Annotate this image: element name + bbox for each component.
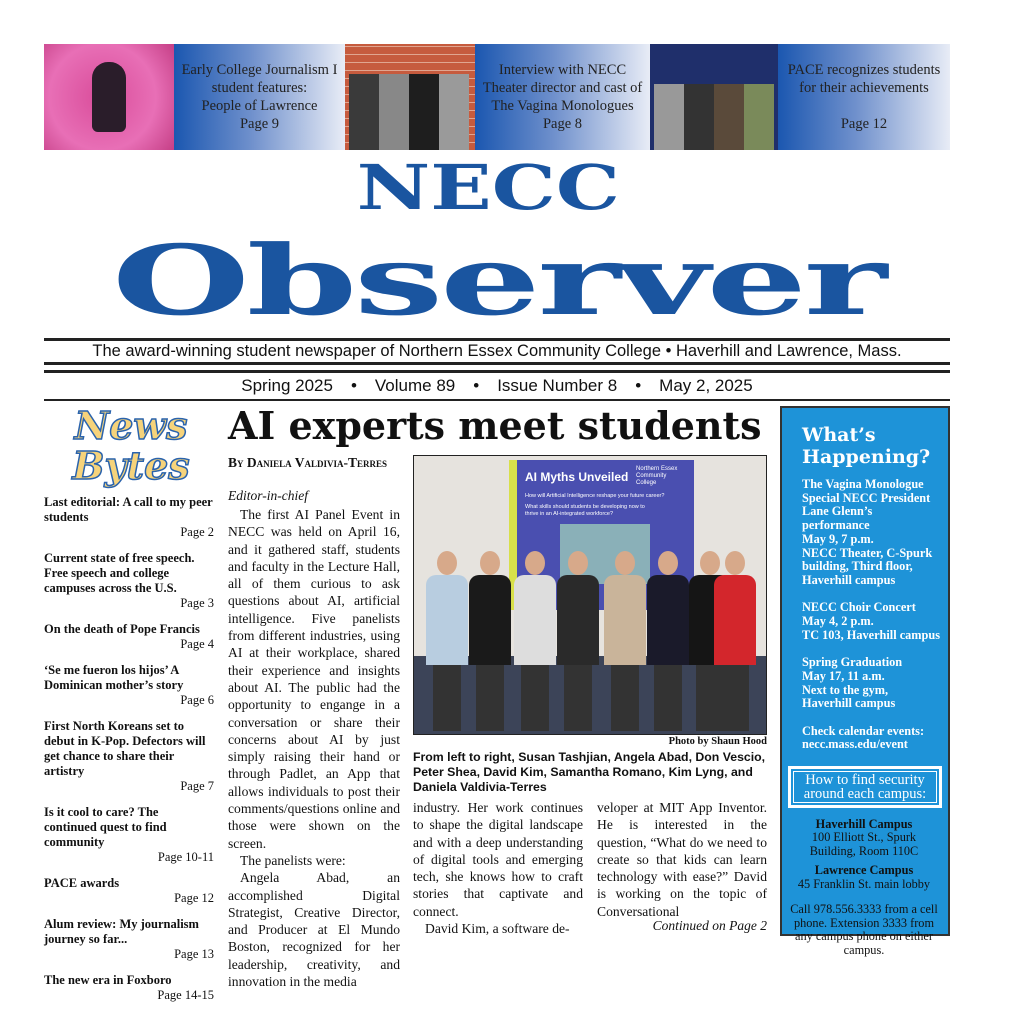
news-bytes-page: Page 12: [174, 891, 214, 905]
teaser-line: Theater director and cast of: [482, 80, 643, 96]
event-line: TC 103, Haverhill campus: [802, 627, 941, 642]
news-bytes-item[interactable]: [44, 551, 214, 611]
campus-haverhill: [788, 818, 940, 859]
news-bytes-title: On the death of Pope Francis: [44, 622, 200, 636]
person: [426, 551, 468, 731]
news-bytes-title: Current state of free speech. Free speech and college campuses across the U.S.: [44, 551, 195, 595]
article-column-3: [597, 799, 767, 920]
teaser-line: Early College Journalism I: [181, 62, 338, 78]
news-bytes-item[interactable]: [44, 495, 214, 540]
news-bytes-title: Last editorial: A call to my peer students: [44, 495, 213, 524]
news-bytes-page: Page 6: [180, 693, 214, 707]
separator: •: [635, 376, 642, 395]
headline[interactable]: AI experts meet students: [228, 403, 762, 448]
news-bytes-item[interactable]: [44, 622, 214, 652]
news-bytes-page: Page 4: [180, 637, 214, 651]
issue-season: Spring 2025: [241, 376, 333, 395]
masthead-necc-text: NECC: [356, 151, 620, 224]
person: [604, 551, 646, 731]
paragraph: industry. Her work continues to shape the digital landscape and with a deep understanding of digital tools and emerging tech, she knows how to craft stories that captivate and connect.: [413, 800, 583, 919]
news-bytes-title: The new era in Foxboro: [44, 973, 172, 987]
event-line: Lane Glenn’s performance: [802, 504, 873, 533]
teaser-page: Page 8: [542, 116, 583, 132]
news-bytes-logo: News Bytes: [72, 403, 190, 488]
news-bytes-item[interactable]: [44, 805, 214, 865]
event-line: NECC Theater, C-Spurk building, Third floor, Haverhill campus: [802, 545, 933, 587]
news-bytes-title: First North Koreans set to debut in K-Pop. Defectors will get chance to share their artistry: [44, 719, 206, 778]
event-line[interactable]: necc.mass.edu/event: [802, 737, 908, 752]
news-bytes-page: Page 10-11: [157, 850, 214, 864]
whats-happening-box: [780, 406, 950, 957]
paragraph: The panelists were:: [240, 852, 346, 868]
news-bytes-page: Page 2: [180, 525, 214, 539]
campus-address: 45 Franklin St. main lobby: [797, 876, 931, 891]
paragraph: David Kim, a software de-: [425, 921, 570, 937]
news-bytes-title: Alum review: My journalism journey so far...: [44, 917, 199, 946]
issue-line: [44, 375, 950, 397]
event-item: [802, 478, 940, 588]
teaser-photo-pace[interactable]: [650, 44, 778, 150]
person: [714, 551, 756, 731]
campus-name: Haverhill Campus: [815, 816, 913, 831]
news-bytes-item[interactable]: [44, 719, 214, 794]
news-bytes-item[interactable]: [44, 917, 214, 962]
news-bytes-item[interactable]: [44, 876, 214, 906]
event-item: [802, 656, 940, 711]
divider: [44, 370, 950, 373]
issue-number: Issue Number 8: [497, 376, 618, 395]
person: [557, 551, 599, 731]
security-heading: How to find security around each campus:: [793, 771, 937, 803]
article-column-1: [228, 506, 400, 990]
masthead-observer: [40, 225, 956, 337]
screen-question: How will Artificial Intelligence reshape your future career?: [525, 493, 665, 499]
event-line: May 17, 11 a.m.: [802, 668, 885, 683]
campus-name: Lawrence Campus: [814, 863, 914, 878]
event-item: [802, 725, 940, 752]
byline: By Daniela Valdivia-Terres: [228, 455, 388, 470]
teaser-banner: [44, 44, 950, 150]
article-photo[interactable]: [413, 455, 767, 735]
teaser-people-of-lawrence[interactable]: [174, 44, 345, 150]
security-phone: Call 978.556.3333 from a cell phone. Extension 3333 from any campus phone on either campus.: [790, 902, 938, 957]
teaser-line: student features:: [211, 80, 308, 96]
person: [514, 551, 556, 731]
campus-lawrence: [788, 864, 940, 891]
teaser-page: Page 9: [239, 116, 280, 132]
issue-volume: Volume 89: [374, 376, 456, 395]
news-bytes-list: [44, 495, 214, 1014]
teaser-line: for their achievements: [799, 80, 929, 96]
masthead-observer-text: Observer: [111, 224, 885, 337]
masthead-necc: [0, 151, 976, 225]
separator: •: [473, 376, 480, 395]
screen-question: What skills should students be developing now to thrive in an AI-integrated workforce?: [525, 504, 645, 517]
photo-caption: From left to right, Susan Tashjian, Angela Abad, Don Vescio, Peter Shea, David Kim, Samantha Romano, Kim Lyng, and Daniela Valdivia-Terres: [413, 750, 766, 794]
event-line: Next to the gym, Haverhill campus: [802, 682, 896, 711]
event-line: May 9, 7 p.m.: [802, 531, 874, 546]
divider: [44, 399, 950, 401]
issue-date: May 2, 2025: [659, 376, 753, 395]
continued-link[interactable]: Continued on Page 2: [652, 918, 767, 933]
teaser-photo-portrait[interactable]: [44, 44, 174, 150]
event-item: [802, 601, 940, 642]
news-bytes-page: Page 13: [174, 947, 214, 961]
tagline: The award-winning student newspaper of Northern Essex Community College • Haverhill and Lawrence, Mass.: [92, 342, 902, 360]
news-bytes-item[interactable]: [44, 973, 214, 1003]
news-bytes-page: Page 14-15: [157, 988, 214, 1002]
news-bytes-title: PACE awards: [44, 876, 120, 890]
teaser-line: People of Lawrence: [201, 98, 318, 114]
news-bytes-title: Is it cool to care? The continued quest to find community: [44, 805, 167, 849]
screen-title: AI Myths Unveiled: [525, 469, 629, 484]
security-heading-box: [788, 766, 942, 808]
campus-address: 100 Elliott St., Spurk Building, Room 110C: [809, 830, 919, 858]
news-bytes-title: ‘Se me fueron los hijos’ A Dominican mother’s story: [44, 663, 184, 692]
separator: •: [350, 376, 357, 395]
teaser-line: Interview with NECC: [498, 62, 627, 78]
teaser-theater-interview[interactable]: [475, 44, 650, 150]
article-column-2: [413, 799, 583, 937]
person: [647, 551, 689, 731]
photo-credit: Photo by Shaun Hood: [668, 736, 767, 747]
event-line: NECC Choir Concert: [802, 600, 916, 615]
news-bytes-page: Page 3: [180, 596, 214, 610]
screen-logo: Northern Essex Community College: [636, 466, 678, 486]
event-line: Spring Graduation: [802, 655, 903, 670]
divider: [44, 362, 950, 365]
byline-role: Editor-in-chief: [228, 488, 308, 503]
person: [469, 551, 511, 731]
sidebar-title: What’s Happening?: [802, 424, 931, 468]
teaser-page: Page 12: [840, 116, 888, 132]
paragraph: The first AI Panel Event in NECC was held on April 16, and it gathered staff, students and faculty in the Lecture Hall, all of them curious to ask questions about AI, artificial intelligence. Five panelists from different industries, using AI at their workplace, shared their experience and insights about AI. The public had the opportunity to engange in a conversation or share their concerns about AI by just simply raising their hand or through Padlet, an App that allows individuals to post their comments/questions online and those were shown on the screen.: [228, 507, 400, 851]
news-bytes-page: Page 7: [180, 779, 214, 793]
teaser-photo-cast[interactable]: [345, 44, 475, 150]
event-line: May 4, 2 p.m.: [802, 614, 874, 629]
teaser-line: The Vagina Monologues: [491, 98, 634, 114]
event-line: The Vagina Monologue: [802, 477, 924, 491]
paragraph: veloper at MIT App Inventor. He is interested in the question, “What do we need to create so that kids can learn technology with ease?” David is working on the topic of Conversational: [597, 800, 767, 919]
teaser-line: PACE recognizes students: [787, 62, 941, 78]
paragraph: Angela Abad, an accomplished Digital Strategist, Creative Director, and Producer at El Mundo Boston, recognized for her leadership, creativity, and innovation in the media: [228, 870, 400, 990]
event-line: Special NECC President: [802, 490, 931, 505]
teaser-pace[interactable]: [778, 44, 950, 150]
event-line: Check calendar events:: [802, 723, 925, 738]
news-bytes-item[interactable]: [44, 663, 214, 708]
